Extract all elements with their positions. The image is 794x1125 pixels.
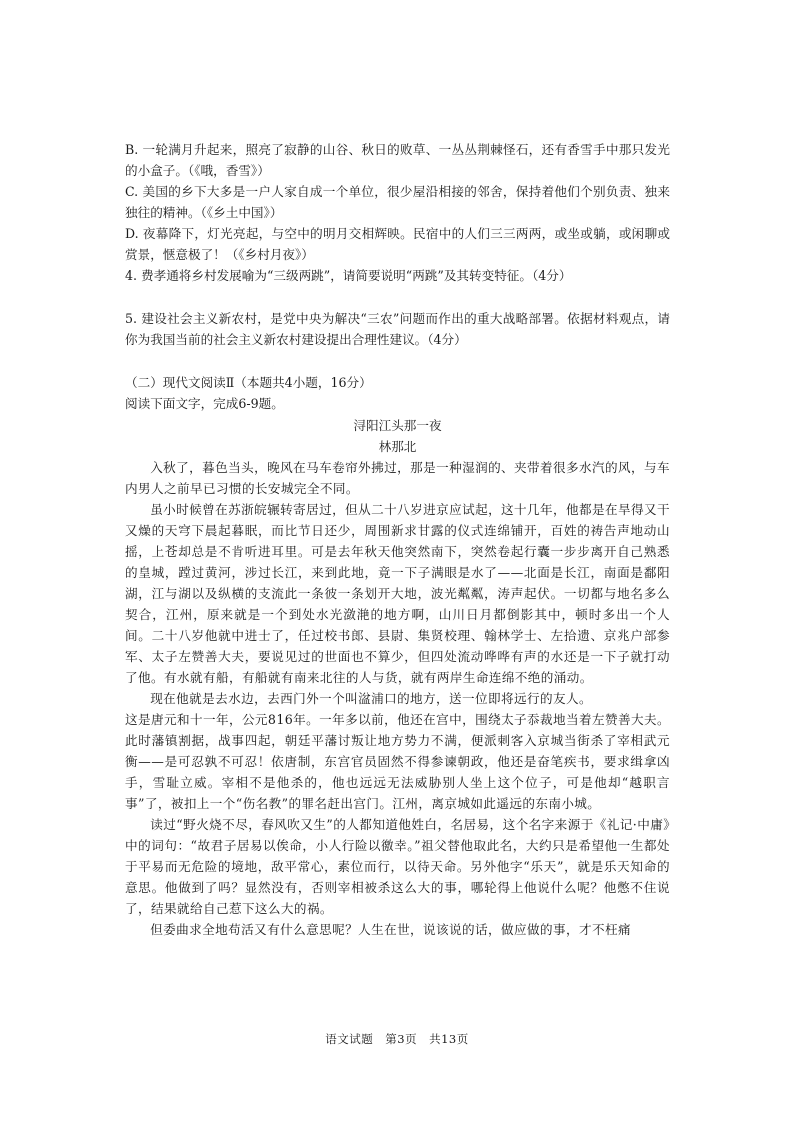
- paragraph: 现在他就是去水边，去西门外一个叫湓浦口的地方，送一位即将远行的友人。: [150, 691, 592, 706]
- question-5-block: [125, 308, 670, 350]
- options-block: [125, 139, 670, 286]
- page-footer: 语文试题 第3页 共13页: [325, 1032, 469, 1046]
- section-header: （二）现代文阅读Ⅱ（本题共4小题，16分）: [125, 375, 372, 390]
- reading-section: [125, 372, 670, 940]
- paragraph: 这是唐元和十一年，公元816年。一年多以前，他还在宫中，围绕太子忝裁地当着左赞善大夫。此时藩镇割据，战事四起，朝廷平藩讨叛让地方势力不满，便派刺客入京城当街杀了宰相武元衡——是可忍孰不可忍！依唐制，东宫官员固然不得参谏朝政，他还是奋笔疾书，要求缉拿凶手，雪耻立威。宰相不是他杀的，他也远远无法威胁别人坐上这个位子，可是他却“越职言事”了，被扣上一个“伤名教”的罪名赶出宫门。江州，离京城如此遥远的东南小城。: [125, 712, 670, 811]
- option-b: B. 一轮满月升起来，照亮了寂静的山谷、秋日的败草、一丛丛荆棘怪石，还有香雪手中那只发光的小盒子。（《哦，香雪》）: [125, 142, 670, 178]
- paragraph: 读过“野火烧不尽，春风吹又生”的人都知道他姓白，名居易，这个名字来源于《礼记·中庸》中的词句：“故君子居易以俟命，小人行险以徼幸。”祖父替他取此名，大约只是希望他一生都处于平易而无危险的境地，敌平常心，素位而行，以待天命。另外他字“乐天”，就是乐天知命的意思。他做到了吗？显然没有，否则宰相被杀这么大的事，哪轮得上他说什么呢？他憋不住说了，结果就给自己惹下这么大的祸。: [125, 817, 670, 916]
- section-instruction: 阅读下面文字，完成6-9题。: [125, 396, 284, 411]
- option-d: D. 夜幕降下，灯光亮起，与空中的明月交相辉映。民宿中的人们三三两两，或坐或躺，或闲聊或赏景，惬意极了！（《乡村月夜》）: [125, 226, 670, 262]
- paragraph: 虽小时候曾在苏浙皖辗转寄居过，但从二十八岁进京应试起，这十几年，他都是在旱得又干又燥的天穹下晨起暮眠，而比节日还少，周围新求甘露的仪式连绵铺开，百姓的祷告声地动山摇，上苍却总是不肯听进耳里。可是去年秋天他突然南下，突然卷起行囊一步步离开自己熟悉的皇城，蹚过黄河，涉过长江，来到此地，竟一下子满眼是水了——北面是长江，南面是鄱阳湖，江与湖以及纵横的支流此一条彼一条划开大地，波光粼粼，涛声起伏。一切都与地名多么契合，江州，原来就是一个到处水光潋滟的地方啊，山川日月都倒影其中，顿时多出一个人间。二十八岁他就中进士了，任过校书郎、县尉、集贤校理、翰林学士、左拾遗、京兆户部参军、太子左赞善大夫，要说见过的世面也不算少，但四处流动哗哗有声的水还是一下子就打动了他。有水就有船，有船就有南来北往的人与货，就有两岸生命连绵不绝的涌动。: [125, 502, 670, 685]
- article-author: 林那北: [378, 439, 417, 454]
- question-4: 4. 费孝通将乡村发展喻为“三级两跳”，请简要说明“两跳”及其转变特征。（4分）: [125, 268, 572, 283]
- option-c: C. 美国的乡下大多是一户人家自成一个单位，很少屋沿相接的邻舍，保持着他们个别负责、独来独往的精神。（《乡土中国》）: [125, 184, 670, 220]
- paragraph: 但委曲求全地苟活又有什么意思呢？人生在世，说该说的话，做应做的事，才不枉痛: [150, 922, 631, 937]
- article-body: [125, 457, 670, 940]
- paragraph: 入秋了，暮色当头，晚风在马车卷帘外拂过，那是一种湿润的、夹带着很多水汽的风，与车内男人之前早已习惯的长安城完全不同。: [125, 460, 670, 496]
- article-title: 浔阳江头那一夜: [353, 418, 442, 433]
- question-5: 5. 建设社会主义新农村，是党中央为解决“三农”问题而作出的重大战略部署。依据材料观点，请你为我国当前的社会主义新农村建设提出合理性建议。（4分）: [125, 311, 670, 347]
